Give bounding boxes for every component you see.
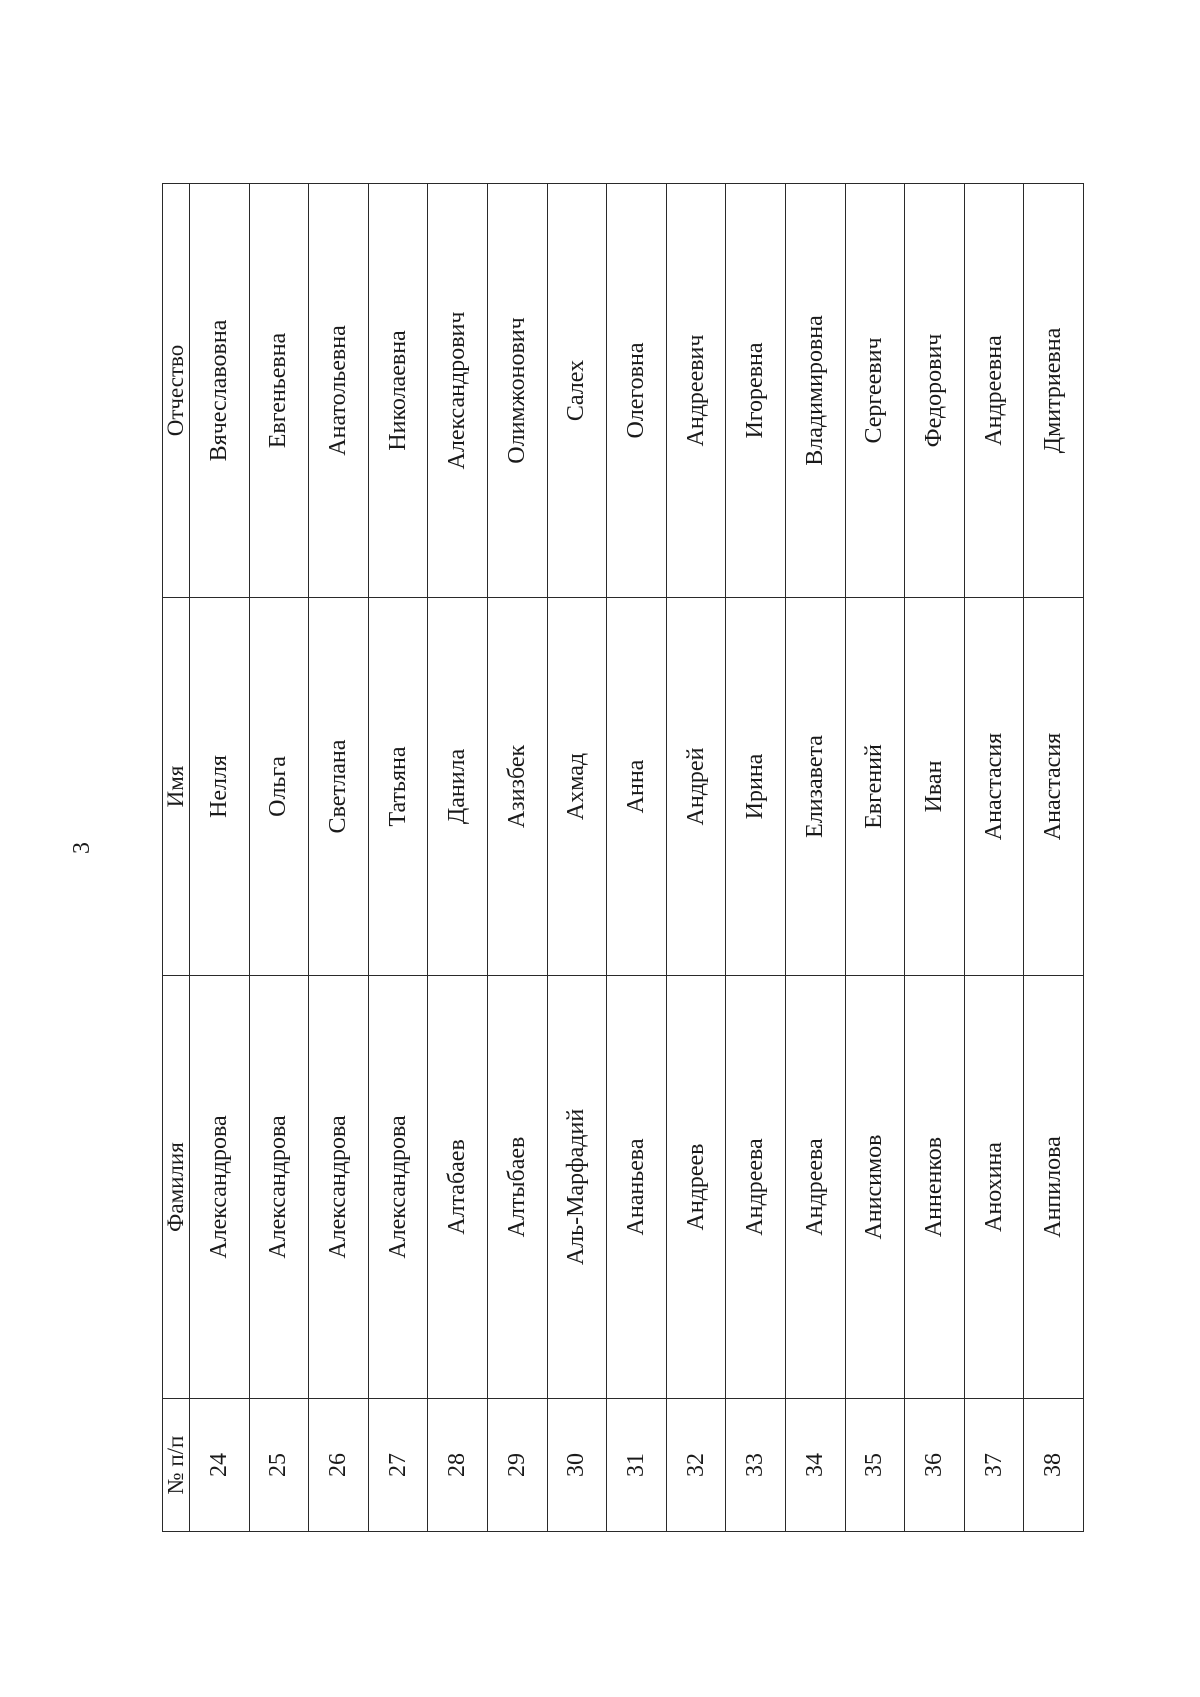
table-row (1024, 184, 1084, 1532)
table-row (547, 184, 607, 1532)
cell-last-name: Алтабаев (428, 976, 488, 1399)
cell-last-name: Андреева (785, 976, 845, 1399)
cell-patronymic: Дмитриевна (1024, 184, 1084, 598)
table-row (726, 184, 786, 1532)
cell-last-name: Андреева (726, 976, 786, 1399)
table-row (845, 184, 905, 1532)
cell-first-name: Анастасия (1024, 598, 1084, 976)
cell-num: 28 (428, 1399, 488, 1532)
cell-patronymic: Владимировна (785, 184, 845, 598)
cell-num: 36 (905, 1399, 965, 1532)
cell-last-name: Александрова (190, 976, 250, 1399)
table-row (785, 184, 845, 1532)
table-row (428, 184, 488, 1532)
cell-first-name: Андрей (666, 598, 726, 976)
cell-patronymic: Игоревна (726, 184, 786, 598)
table-row (190, 184, 250, 1532)
cell-patronymic: Олимжонович (487, 184, 547, 598)
people-table (162, 183, 1084, 1532)
cell-first-name: Светлана (309, 598, 369, 976)
cell-patronymic: Федорович (905, 184, 965, 598)
header-num: № п/п (163, 1399, 190, 1532)
cell-patronymic: Андреевна (964, 184, 1024, 598)
table-row (964, 184, 1024, 1532)
cell-num: 33 (726, 1399, 786, 1532)
table-row (607, 184, 667, 1532)
cell-first-name: Елизавета (785, 598, 845, 976)
cell-first-name: Ирина (726, 598, 786, 976)
cell-num: 32 (666, 1399, 726, 1532)
cell-num: 27 (368, 1399, 428, 1532)
table-frame (162, 184, 1084, 1532)
cell-num: 30 (547, 1399, 607, 1532)
cell-patronymic: Анатольевна (309, 184, 369, 598)
table-row (368, 184, 428, 1532)
cell-num: 29 (487, 1399, 547, 1532)
cell-last-name: Анненков (905, 976, 965, 1399)
cell-patronymic: Олеговна (607, 184, 667, 598)
cell-patronymic: Андреевич (666, 184, 726, 598)
table-row (905, 184, 965, 1532)
cell-last-name: Анохина (964, 976, 1024, 1399)
cell-num: 35 (845, 1399, 905, 1532)
cell-last-name: Анисимов (845, 976, 905, 1399)
cell-patronymic: Сергеевич (845, 184, 905, 598)
page-number: 3 (69, 842, 95, 854)
cell-num: 38 (1024, 1399, 1084, 1532)
cell-first-name: Данила (428, 598, 488, 976)
cell-last-name: Андреев (666, 976, 726, 1399)
cell-patronymic: Салех (547, 184, 607, 598)
cell-patronymic: Евгеньевна (249, 184, 309, 598)
cell-first-name: Татьяна (368, 598, 428, 976)
cell-patronymic: Николаевна (368, 184, 428, 598)
cell-last-name: Александрова (249, 976, 309, 1399)
header-patronymic: Отчество (163, 184, 190, 598)
cell-first-name: Евгений (845, 598, 905, 976)
cell-num: 37 (964, 1399, 1024, 1532)
cell-first-name: Азизбек (487, 598, 547, 976)
table-row (309, 184, 369, 1532)
cell-last-name: Александрова (368, 976, 428, 1399)
cell-patronymic: Александрович (428, 184, 488, 598)
cell-first-name: Ахмад (547, 598, 607, 976)
cell-last-name: Алтыбаев (487, 976, 547, 1399)
table-row (249, 184, 309, 1532)
cell-last-name: Аль-Марфадий (547, 976, 607, 1399)
cell-first-name: Анна (607, 598, 667, 976)
table-row (666, 184, 726, 1532)
cell-patronymic: Вячеславовна (190, 184, 250, 598)
cell-num: 31 (607, 1399, 667, 1532)
cell-last-name: Александрова (309, 976, 369, 1399)
cell-last-name: Анпилова (1024, 976, 1084, 1399)
cell-first-name: Ольга (249, 598, 309, 976)
cell-num: 26 (309, 1399, 369, 1532)
cell-first-name: Анастасия (964, 598, 1024, 976)
header-first-name: Имя (163, 598, 190, 976)
table-header-row (163, 184, 190, 1532)
header-last-name: Фамилия (163, 976, 190, 1399)
table-row (487, 184, 547, 1532)
cell-num: 24 (190, 1399, 250, 1532)
table-rotation-wrapper (162, 184, 1084, 1532)
cell-first-name: Нелля (190, 598, 250, 976)
cell-num: 25 (249, 1399, 309, 1532)
cell-last-name: Ананьева (607, 976, 667, 1399)
cell-first-name: Иван (905, 598, 965, 976)
cell-num: 34 (785, 1399, 845, 1532)
